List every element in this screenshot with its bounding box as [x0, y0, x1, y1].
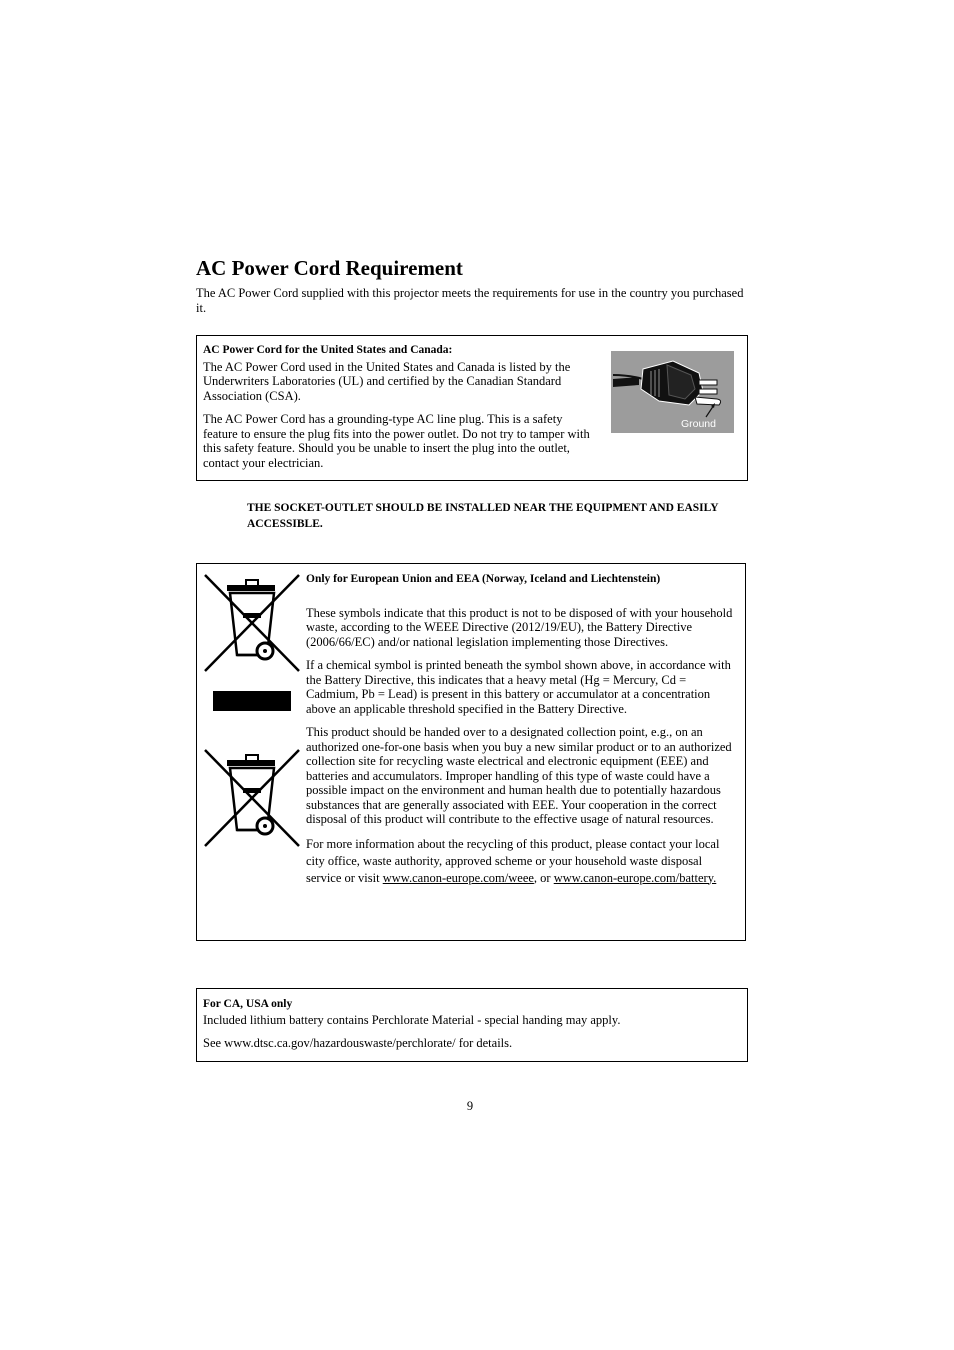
eu-heading: Only for European Union and EEA (Norway, Iceland and Liechtenstein)	[306, 573, 661, 585]
eu-para-4	[306, 836, 738, 887]
battery-link[interactable]: www.canon-europe.com/battery.	[553, 870, 717, 885]
eu-para-2: If a chemical symbol is printed beneath the symbol shown above, in accordance with the Battery Directive, this indicates that a heavy metal (Hg = Mercury, Cd = Cadmium, Pb = Lead) is present in this battery or accumulator at a concentration above an applicable threshold specified in the Battery Directive.	[306, 658, 731, 716]
us-canada-section	[196, 335, 748, 481]
us-canada-para-1: The AC Power Cord used in the United States and Canada is listed by the Underwriters Laboratories (UL) and certified by the Canadian Standard Association (CSA).	[203, 359, 571, 403]
ca-usa-section	[196, 988, 748, 1062]
ca-usa-para-2: See www.dtsc.ca.gov/hazardouswaste/perchlorate/ for details.	[203, 1036, 513, 1050]
chemical-symbol-bar	[213, 691, 291, 711]
eu-para-4-start: For more information about the recycling of this product, please contact your local city office, waste authority, approved scheme or your household waste disposal service or visit	[306, 836, 720, 885]
eu-para-4-mid: , or	[533, 870, 554, 885]
eu-para-1: These symbols indicate that this product is not to be disposed of with your household waste, according to the WEEE Directive (2012/19/EU), the Battery Directive (2006/66/EC) and/or national legislation implementing those Directives.	[306, 605, 733, 649]
page-title: AC Power Cord Requirement	[196, 256, 463, 280]
us-canada-heading: AC Power Cord for the United States and Canada:	[203, 344, 453, 356]
ground-label: Ground	[680, 418, 716, 430]
ca-usa-para-1: Included lithium battery contains Perchlorate Material - special handing may apply.	[203, 1013, 621, 1027]
grounded-plug-icon	[611, 351, 734, 433]
ca-usa-heading: For CA, USA only	[203, 998, 293, 1010]
page-number: 9	[466, 1099, 474, 1113]
us-canada-para-2: The AC Power Cord has a grounding-type AC line plug. This is a safety feature to ensure the plug fits into the power outlet. Do not try to tamper with this safety feature. Should you be unable to insert the plug into the outlet, contact your electrician.	[203, 412, 590, 470]
weee-link[interactable]: www.canon-europe.com/weee	[382, 870, 534, 885]
eu-para-3: This product should be handed over to a designated collection point, e.g., on an authorized one-for-one basis when you buy a new similar product or to an authorized collection site for recycling waste electrical and electronic equipment (EEE) and batteries and accumulators. Improper handling of this type of waste could have a possible impact on the environment and human health due to potentially hazardous substances that are generally associated with EEE. Your cooperation in the correct disposal of this product will contribute to the effective usage of natural resources.	[306, 725, 732, 826]
socket-outlet-notice: THE SOCKET-OUTLET SHOULD BE INSTALLED NEAR THE EQUIPMENT AND EASILY ACCESSIBLE.	[247, 502, 719, 530]
crossed-out-wheelie-bin-icon	[203, 573, 301, 673]
eu-weee-section	[196, 563, 746, 941]
intro-text: The AC Power Cord supplied with this projector meets the requirements for use in the country you purchased it.	[196, 286, 744, 315]
crossed-out-wheelie-bin-icon	[203, 748, 301, 848]
